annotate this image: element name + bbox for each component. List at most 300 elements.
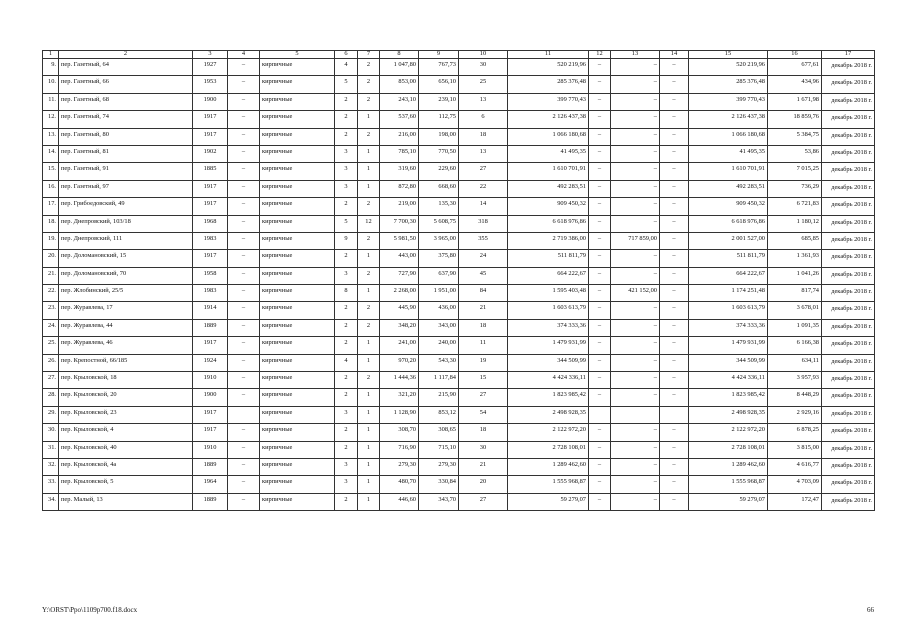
cell-total-cost: 1 479 931,99 xyxy=(508,337,589,354)
cell-col14: – xyxy=(660,302,689,319)
cell-col14: – xyxy=(660,441,689,458)
cell-year-built: 1917 xyxy=(193,180,228,197)
cell-total-area: 1 047,80 xyxy=(380,59,419,76)
cell-owner-funds: 344 509,99 xyxy=(689,354,768,371)
cell-col12: – xyxy=(589,389,611,406)
cell-total-area: 219,00 xyxy=(380,198,419,215)
table-row xyxy=(43,458,875,475)
cell-col12: – xyxy=(589,424,611,441)
cell-completion-date: декабрь 2018 г. xyxy=(822,128,875,145)
cell-living-area: 767,73 xyxy=(419,59,459,76)
cell-col4: – xyxy=(228,302,260,319)
cell-floors: 2 xyxy=(335,337,358,354)
column-number-17: 17 xyxy=(822,51,875,59)
cell-total-cost: 492 283,51 xyxy=(508,180,589,197)
cell-col13: – xyxy=(611,372,660,389)
cell-year-built: 1917 xyxy=(193,250,228,267)
cell-total-cost: 1 603 613,79 xyxy=(508,302,589,319)
cell-address: пер. Крыловской, 5 xyxy=(59,476,193,493)
cell-residents: 13 xyxy=(459,93,508,110)
cell-completion-date: декабрь 2018 г. xyxy=(822,441,875,458)
cell-total-area: 480,70 xyxy=(380,476,419,493)
cell-living-area: 375,80 xyxy=(419,250,459,267)
cell-col4: – xyxy=(228,215,260,232)
cell-cost-per-sqm: 6 878,25 xyxy=(768,424,822,441)
cell-col4: – xyxy=(228,145,260,162)
cell-floors: 3 xyxy=(335,458,358,475)
cell-col12: – xyxy=(589,302,611,319)
cell-residents: 27 xyxy=(459,163,508,180)
cell-total-area: 216,00 xyxy=(380,128,419,145)
cell-row-number: 10. xyxy=(43,76,59,93)
cell-row-number: 24. xyxy=(43,319,59,336)
cell-owner-funds: 59 279,07 xyxy=(689,493,768,510)
cell-entrances: 1 xyxy=(358,458,380,475)
cell-living-area: 853,12 xyxy=(419,406,459,423)
cell-cost-per-sqm: 4 703,09 xyxy=(768,476,822,493)
cell-entrances: 2 xyxy=(358,267,380,284)
cell-cost-per-sqm: 6 166,38 xyxy=(768,337,822,354)
cell-address: пер. Газетный, 74 xyxy=(59,111,193,128)
cell-col4: – xyxy=(228,389,260,406)
cell-residents: 22 xyxy=(459,180,508,197)
cell-col4: – xyxy=(228,372,260,389)
cell-col12: – xyxy=(589,337,611,354)
cell-living-area: 239,10 xyxy=(419,93,459,110)
table-row xyxy=(43,267,875,284)
cell-entrances: 1 xyxy=(358,389,380,406)
cell-col12: – xyxy=(589,319,611,336)
cell-total-cost: 520 219,96 xyxy=(508,59,589,76)
cell-living-area: 240,00 xyxy=(419,337,459,354)
cell-year-built: 1964 xyxy=(193,476,228,493)
table-row xyxy=(43,198,875,215)
cell-owner-funds: 1 174 251,48 xyxy=(689,285,768,302)
cell-col14: – xyxy=(660,372,689,389)
cell-residents: 18 xyxy=(459,424,508,441)
cell-col13: – xyxy=(611,389,660,406)
cell-cost-per-sqm: 6 721,83 xyxy=(768,198,822,215)
cell-col4: – xyxy=(228,285,260,302)
cell-year-built: 1914 xyxy=(193,302,228,319)
table-row xyxy=(43,215,875,232)
cell-owner-funds: 511 811,79 xyxy=(689,250,768,267)
cell-col14: – xyxy=(660,128,689,145)
cell-address: пер. Газетный, 81 xyxy=(59,145,193,162)
column-number-15: 15 xyxy=(689,51,768,59)
cell-floors: 9 xyxy=(335,232,358,249)
cell-residents: 54 xyxy=(459,406,508,423)
cell-col14: – xyxy=(660,354,689,371)
cell-total-area: 970,20 xyxy=(380,354,419,371)
cell-address: пер. Газетный, 97 xyxy=(59,180,193,197)
cell-col12 xyxy=(589,406,611,423)
cell-year-built: 1917 xyxy=(193,128,228,145)
cell-cost-per-sqm: 1 671,98 xyxy=(768,93,822,110)
cell-total-cost: 41 495,35 xyxy=(508,145,589,162)
cell-total-area: 7 700,30 xyxy=(380,215,419,232)
column-number-5: 5 xyxy=(260,51,335,59)
cell-owner-funds: 1 066 180,68 xyxy=(689,128,768,145)
cell-col13: – xyxy=(611,180,660,197)
cell-owner-funds: 520 219,96 xyxy=(689,59,768,76)
cell-year-built: 1968 xyxy=(193,215,228,232)
cell-floors: 2 xyxy=(335,389,358,406)
cell-total-area: 785,10 xyxy=(380,145,419,162)
cell-col12: – xyxy=(589,458,611,475)
cell-total-cost: 2 126 437,38 xyxy=(508,111,589,128)
cell-col4: – xyxy=(228,163,260,180)
cell-wall-material: кирпичные xyxy=(260,215,335,232)
cell-residents: 15 xyxy=(459,372,508,389)
column-number-6: 6 xyxy=(335,51,358,59)
cell-completion-date: декабрь 2018 г. xyxy=(822,354,875,371)
cell-entrances: 1 xyxy=(358,337,380,354)
cell-residents: 27 xyxy=(459,493,508,510)
cell-total-cost: 6 618 976,86 xyxy=(508,215,589,232)
cell-completion-date: декабрь 2018 г. xyxy=(822,198,875,215)
cell-address: пер. Газетный, 80 xyxy=(59,128,193,145)
cell-address: пер. Крыловской, 4а xyxy=(59,458,193,475)
cell-row-number: 33. xyxy=(43,476,59,493)
cell-entrances: 2 xyxy=(358,232,380,249)
cell-wall-material: кирпичные xyxy=(260,267,335,284)
cell-row-number: 30. xyxy=(43,424,59,441)
cell-row-number: 17. xyxy=(43,198,59,215)
cell-living-area: 215,90 xyxy=(419,389,459,406)
table-row xyxy=(43,111,875,128)
cell-row-number: 18. xyxy=(43,215,59,232)
cell-floors: 5 xyxy=(335,215,358,232)
cell-col13: – xyxy=(611,319,660,336)
cell-address: пер. Крыловской, 20 xyxy=(59,389,193,406)
cell-col12: – xyxy=(589,111,611,128)
cell-total-area: 716,90 xyxy=(380,441,419,458)
cell-col4: – xyxy=(228,76,260,93)
cell-cost-per-sqm: 8 448,29 xyxy=(768,389,822,406)
cell-completion-date: декабрь 2018 г. xyxy=(822,111,875,128)
cell-col13: – xyxy=(611,493,660,510)
cell-col13: – xyxy=(611,128,660,145)
cell-owner-funds: 1 610 701,91 xyxy=(689,163,768,180)
cell-wall-material: кирпичные xyxy=(260,458,335,475)
cell-col12: – xyxy=(589,93,611,110)
table-row xyxy=(43,163,875,180)
cell-owner-funds: 2 728 108,01 xyxy=(689,441,768,458)
cell-total-area: 279,30 xyxy=(380,458,419,475)
cell-owner-funds: 2 498 928,35 xyxy=(689,406,768,423)
cell-col4: – xyxy=(228,441,260,458)
table-row xyxy=(43,354,875,371)
cell-living-area: 656,10 xyxy=(419,76,459,93)
cell-living-area: 3 965,00 xyxy=(419,232,459,249)
cell-wall-material: кирпичные xyxy=(260,180,335,197)
cell-owner-funds: 2 126 437,38 xyxy=(689,111,768,128)
cell-row-number: 25. xyxy=(43,337,59,354)
column-number-4: 4 xyxy=(228,51,260,59)
cell-living-area: 330,84 xyxy=(419,476,459,493)
cell-col14: – xyxy=(660,76,689,93)
cell-row-number: 23. xyxy=(43,302,59,319)
cell-col12: – xyxy=(589,476,611,493)
cell-col14: – xyxy=(660,59,689,76)
cell-total-cost: 374 333,36 xyxy=(508,319,589,336)
cell-col13: 421 152,00 xyxy=(611,285,660,302)
cell-col14: – xyxy=(660,198,689,215)
cell-living-area: 198,00 xyxy=(419,128,459,145)
cell-col14: – xyxy=(660,458,689,475)
cell-entrances: 2 xyxy=(358,128,380,145)
cell-total-cost: 2 728 108,01 xyxy=(508,441,589,458)
table-row xyxy=(43,285,875,302)
cell-year-built: 1910 xyxy=(193,441,228,458)
cell-col13: – xyxy=(611,458,660,475)
cell-col12: – xyxy=(589,441,611,458)
footer-page-number: 66 xyxy=(867,606,874,614)
cell-residents: 355 xyxy=(459,232,508,249)
cell-cost-per-sqm: 685,85 xyxy=(768,232,822,249)
cell-col4: – xyxy=(228,198,260,215)
cell-col4: – xyxy=(228,354,260,371)
footer-file-path: Y:\ORST\Ppo\1109p700.f18.docx xyxy=(42,606,138,614)
cell-col14: – xyxy=(660,424,689,441)
cell-year-built: 1889 xyxy=(193,458,228,475)
cell-living-area: 637,90 xyxy=(419,267,459,284)
cell-row-number: 14. xyxy=(43,145,59,162)
cell-owner-funds: 285 376,48 xyxy=(689,76,768,93)
cell-address: пер. Журавлева, 46 xyxy=(59,337,193,354)
column-number-8: 8 xyxy=(380,51,419,59)
cell-floors: 2 xyxy=(335,198,358,215)
cell-completion-date: декабрь 2018 г. xyxy=(822,215,875,232)
cell-completion-date: декабрь 2018 г. xyxy=(822,250,875,267)
cell-wall-material: кирпичные xyxy=(260,128,335,145)
cell-year-built: 1927 xyxy=(193,59,228,76)
cell-cost-per-sqm: 677,61 xyxy=(768,59,822,76)
cell-col4: – xyxy=(228,337,260,354)
cell-cost-per-sqm: 434,96 xyxy=(768,76,822,93)
cell-entrances: 12 xyxy=(358,215,380,232)
table-row xyxy=(43,232,875,249)
cell-entrances: 1 xyxy=(358,476,380,493)
cell-col13: – xyxy=(611,76,660,93)
cell-col12: – xyxy=(589,163,611,180)
cell-address: пер. Крыловской, 18 xyxy=(59,372,193,389)
cell-col4: – xyxy=(228,319,260,336)
cell-floors: 3 xyxy=(335,163,358,180)
cell-col4: – xyxy=(228,250,260,267)
cell-col14: – xyxy=(660,476,689,493)
cell-col14: – xyxy=(660,180,689,197)
cell-living-area: 343,70 xyxy=(419,493,459,510)
cell-row-number: 22. xyxy=(43,285,59,302)
table-row xyxy=(43,180,875,197)
cell-entrances: 1 xyxy=(358,424,380,441)
cell-address: пер. Грибоедовский, 49 xyxy=(59,198,193,215)
cell-wall-material: кирпичные xyxy=(260,319,335,336)
cell-col13: – xyxy=(611,198,660,215)
cell-year-built: 1917 xyxy=(193,406,228,423)
cell-completion-date: декабрь 2018 г. xyxy=(822,372,875,389)
table-row xyxy=(43,337,875,354)
cell-cost-per-sqm: 3 815,00 xyxy=(768,441,822,458)
cell-col13: – xyxy=(611,267,660,284)
cell-wall-material: кирпичные xyxy=(260,493,335,510)
cell-total-cost: 2 498 928,35 xyxy=(508,406,589,423)
cell-living-area: 770,50 xyxy=(419,145,459,162)
cell-year-built: 1917 xyxy=(193,111,228,128)
cell-total-area: 2 268,00 xyxy=(380,285,419,302)
table-row xyxy=(43,406,875,423)
cell-col14: – xyxy=(660,163,689,180)
cell-total-cost: 399 770,43 xyxy=(508,93,589,110)
cell-row-number: 27. xyxy=(43,372,59,389)
cell-wall-material: кирпичные xyxy=(260,424,335,441)
column-number-16: 16 xyxy=(768,51,822,59)
table-row xyxy=(43,493,875,510)
cell-col14: – xyxy=(660,319,689,336)
cell-living-area: 343,00 xyxy=(419,319,459,336)
cell-entrances: 1 xyxy=(358,111,380,128)
cell-wall-material: кирпичные xyxy=(260,111,335,128)
cell-floors: 8 xyxy=(335,285,358,302)
cell-residents: 30 xyxy=(459,59,508,76)
cell-living-area: 668,60 xyxy=(419,180,459,197)
cell-completion-date: декабрь 2018 г. xyxy=(822,59,875,76)
cell-wall-material: кирпичные xyxy=(260,232,335,249)
cell-col4: – xyxy=(228,476,260,493)
cell-entrances: 2 xyxy=(358,198,380,215)
cell-cost-per-sqm: 1 361,93 xyxy=(768,250,822,267)
cell-cost-per-sqm: 53,86 xyxy=(768,145,822,162)
cell-entrances: 2 xyxy=(358,372,380,389)
cell-total-cost: 59 279,07 xyxy=(508,493,589,510)
cell-col4: – xyxy=(228,111,260,128)
cell-total-area: 308,70 xyxy=(380,424,419,441)
cell-total-area: 853,00 xyxy=(380,76,419,93)
housing-register-table xyxy=(42,50,875,511)
table-row xyxy=(43,145,875,162)
cell-floors: 3 xyxy=(335,267,358,284)
cell-row-number: 15. xyxy=(43,163,59,180)
cell-row-number: 13. xyxy=(43,128,59,145)
cell-wall-material: кирпичные xyxy=(260,476,335,493)
cell-entrances: 1 xyxy=(358,285,380,302)
cell-residents: 13 xyxy=(459,145,508,162)
cell-year-built: 1889 xyxy=(193,319,228,336)
cell-year-built: 1917 xyxy=(193,198,228,215)
cell-cost-per-sqm: 1 041,26 xyxy=(768,267,822,284)
cell-entrances: 2 xyxy=(358,319,380,336)
cell-cost-per-sqm: 3 957,93 xyxy=(768,372,822,389)
cell-wall-material: кирпичные xyxy=(260,59,335,76)
cell-year-built: 1910 xyxy=(193,372,228,389)
cell-address: пер. Газетный, 91 xyxy=(59,163,193,180)
cell-owner-funds: 2 122 972,20 xyxy=(689,424,768,441)
cell-total-area: 1 128,90 xyxy=(380,406,419,423)
cell-year-built: 1983 xyxy=(193,232,228,249)
cell-address: пер. Днепровский, 111 xyxy=(59,232,193,249)
cell-living-area: 229,60 xyxy=(419,163,459,180)
table-row xyxy=(43,319,875,336)
cell-col4: – xyxy=(228,493,260,510)
cell-col12: – xyxy=(589,128,611,145)
cell-floors: 2 xyxy=(335,441,358,458)
cell-floors: 2 xyxy=(335,319,358,336)
cell-total-area: 348,20 xyxy=(380,319,419,336)
cell-wall-material: кирпичные xyxy=(260,354,335,371)
cell-col12: – xyxy=(589,372,611,389)
cell-completion-date: декабрь 2018 г. xyxy=(822,302,875,319)
cell-total-cost: 1 610 701,91 xyxy=(508,163,589,180)
cell-cost-per-sqm: 18 859,76 xyxy=(768,111,822,128)
cell-address: пер. Крыловской, 23 xyxy=(59,406,193,423)
cell-wall-material: кирпичные xyxy=(260,337,335,354)
cell-col4: – xyxy=(228,424,260,441)
cell-col4: – xyxy=(228,458,260,475)
table-row xyxy=(43,372,875,389)
cell-total-cost: 2 719 386,00 xyxy=(508,232,589,249)
cell-residents: 6 xyxy=(459,111,508,128)
cell-col12: – xyxy=(589,198,611,215)
cell-col4: – xyxy=(228,180,260,197)
cell-row-number: 21. xyxy=(43,267,59,284)
cell-total-area: 241,00 xyxy=(380,337,419,354)
cell-completion-date: декабрь 2018 г. xyxy=(822,319,875,336)
cell-completion-date: декабрь 2018 г. xyxy=(822,267,875,284)
cell-col12: – xyxy=(589,232,611,249)
column-number-1: 1 xyxy=(43,51,59,59)
cell-address: пер. Журавлева, 17 xyxy=(59,302,193,319)
cell-col13: – xyxy=(611,476,660,493)
cell-col13: – xyxy=(611,337,660,354)
table-row xyxy=(43,476,875,493)
cell-address: пер. Днепровский, 103/18 xyxy=(59,215,193,232)
cell-cost-per-sqm: 7 015,25 xyxy=(768,163,822,180)
cell-row-number: 12. xyxy=(43,111,59,128)
cell-owner-funds: 4 424 336,11 xyxy=(689,372,768,389)
cell-completion-date: декабрь 2018 г. xyxy=(822,163,875,180)
cell-col13: – xyxy=(611,215,660,232)
cell-address: пер. Доломановский, 15 xyxy=(59,250,193,267)
cell-floors: 2 xyxy=(335,128,358,145)
column-number-7: 7 xyxy=(358,51,380,59)
cell-total-cost: 1 823 985,42 xyxy=(508,389,589,406)
cell-residents: 19 xyxy=(459,354,508,371)
cell-total-cost: 1 555 968,87 xyxy=(508,476,589,493)
cell-col14: – xyxy=(660,493,689,510)
cell-completion-date: декабрь 2018 г. xyxy=(822,232,875,249)
cell-residents: 11 xyxy=(459,337,508,354)
cell-owner-funds: 41 495,35 xyxy=(689,145,768,162)
cell-wall-material: кирпичные xyxy=(260,93,335,110)
cell-entrances: 2 xyxy=(358,59,380,76)
cell-col12: – xyxy=(589,250,611,267)
cell-col12: – xyxy=(589,354,611,371)
cell-total-area: 1 444,36 xyxy=(380,372,419,389)
cell-cost-per-sqm: 172,47 xyxy=(768,493,822,510)
cell-entrances: 1 xyxy=(358,163,380,180)
cell-total-cost: 664 222,67 xyxy=(508,267,589,284)
cell-total-area: 446,60 xyxy=(380,493,419,510)
cell-col14: – xyxy=(660,337,689,354)
cell-total-area: 537,60 xyxy=(380,111,419,128)
cell-col12: – xyxy=(589,59,611,76)
cell-total-cost: 2 122 972,20 xyxy=(508,424,589,441)
cell-col14: – xyxy=(660,93,689,110)
cell-wall-material: кирпичные xyxy=(260,198,335,215)
cell-wall-material: кирпичные xyxy=(260,76,335,93)
